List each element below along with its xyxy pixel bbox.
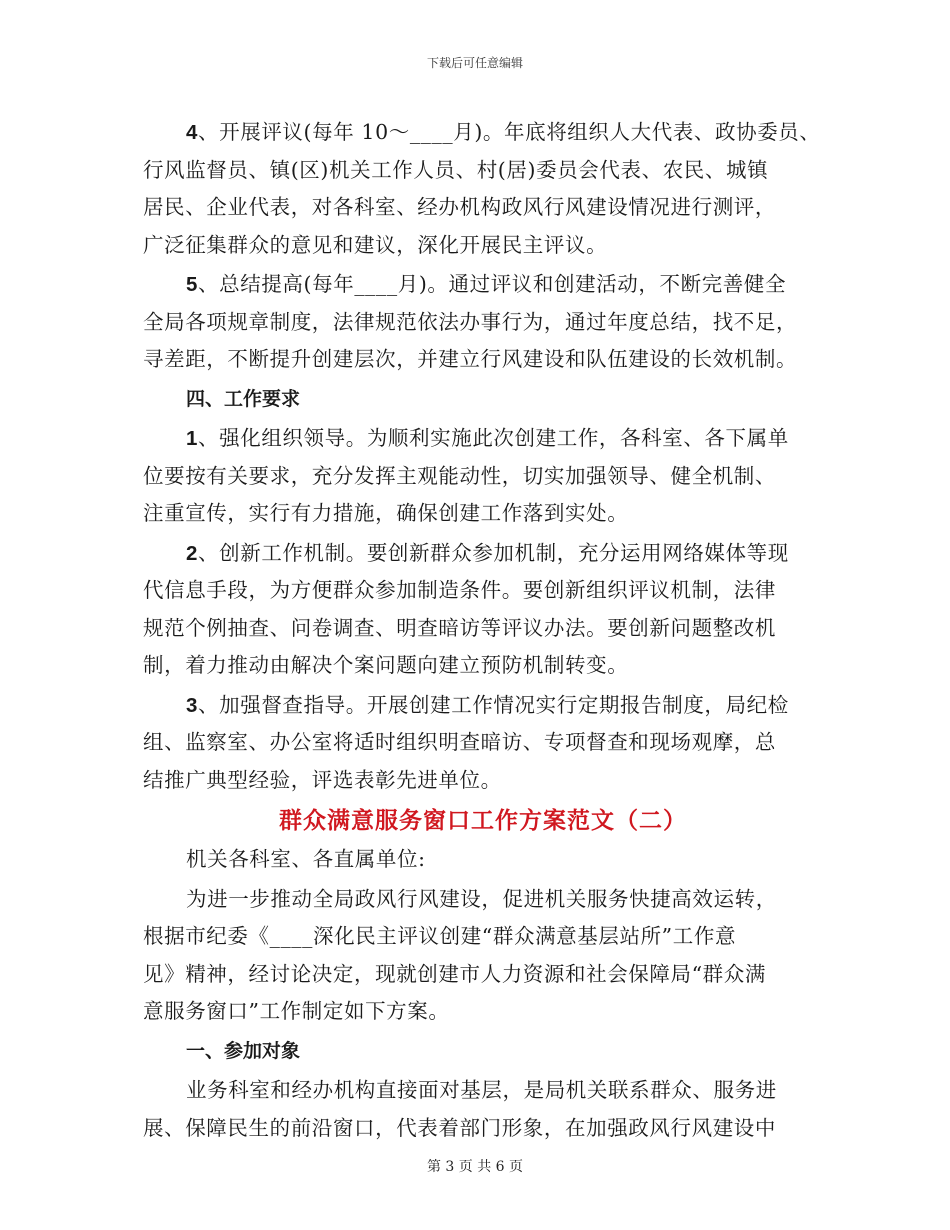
paragraph-line: 结推广典型经验，评选表彰先进单位。 <box>143 767 502 792</box>
paragraph-requirement-3 <box>143 687 823 800</box>
paragraph-line: 全局各项规章制度，法律规范依法办事行为，通过年度总结，找不足， <box>143 309 798 334</box>
paragraph-requirement-2 <box>143 535 823 685</box>
paragraph-line: 广泛征集群众的意见和建议，深化开展民主评议。 <box>143 232 608 257</box>
paragraph-line: 2、创新工作机制。要创新群众参加机制，充分运用网络媒体等现 <box>186 540 789 565</box>
item-number: 3 <box>186 693 199 717</box>
paragraph-line: 组、监察室、办公室将适时组织明查暗访、专项督查和现场观摩，总 <box>143 730 776 754</box>
paragraph-requirement-1 <box>143 420 823 533</box>
document-title: 群众满意服务窗口工作方案范文（二） <box>279 808 687 834</box>
paragraph-line: 寻差距，不断提升创建层次，并建立行风建设和队伍建设的长效机制。 <box>143 347 798 371</box>
paragraph-item-5 <box>143 266 823 379</box>
paragraph-line: 意服务窗口”工作制定如下方案。 <box>143 999 450 1023</box>
paragraph-line: 根据市纪委《____深化民主评议创建“群众满意基层站所”工作意 <box>143 924 737 948</box>
paragraph-line: 4、开展评议(每年 10～____月)。年底将组织人大代表、政协委员、 <box>186 120 821 144</box>
page-header: 下载后可任意编辑 <box>426 56 523 70</box>
paragraph-line: 注重宣传，实行有力措施，确保创建工作落到实处。 <box>143 501 629 525</box>
paragraph-line: 展、保障民生的前沿窗口，代表着部门形象，在加强政风行风建设中 <box>143 1115 776 1140</box>
page-footer: 第 3 页 共 6 页 <box>426 1159 524 1175</box>
paragraph-line: 居民、企业代表，对各科室、经办机构政风行风建设情况进行测评， <box>143 195 776 219</box>
paragraph-line: 位要按有关要求，充分发挥主观能动性，切实加强领导、健全机制、 <box>143 463 776 488</box>
paragraph-line: 5、总结提高(每年____月)。通过评议和创建活动，不断完善健全 <box>186 272 787 296</box>
paragraph-line: 1、强化组织领导。为顺利实施此次创建工作，各科室、各下属单 <box>186 426 789 450</box>
paragraph-line: 业务科室和经办机构直接面对基层，是局机关联系群众、服务进 <box>186 1078 777 1102</box>
item-number: 4 <box>186 121 199 144</box>
paragraph-line: 见》精神，经讨论决定，现就创建市人力资源和社会保障局“群众满 <box>143 961 766 986</box>
paragraph-line: 3、加强督查指导。开展创建工作情况实行定期报告制度，局纪检 <box>186 692 789 717</box>
salutation: 机关各科室、各直属单位: <box>186 847 426 871</box>
document-body <box>143 114 823 1149</box>
paragraph-line: 为进一步推动全局政风行风建设，促进机关服务快捷高效运转， <box>186 886 777 911</box>
item-number: 2 <box>186 541 199 565</box>
section-heading-work-requirements: 四、工作要求 <box>186 387 301 410</box>
paragraph-item-4 <box>143 114 823 264</box>
paragraph-intro <box>143 881 823 1031</box>
paragraph-line: 代信息手段，为方便群众参加制造条件。要创新组织评议机制，法律 <box>143 578 776 602</box>
section-heading-participants: 一、参加对象 <box>186 1039 301 1062</box>
item-number: 1 <box>186 427 199 450</box>
paragraph-participants <box>143 1072 823 1147</box>
item-number: 5 <box>186 273 199 296</box>
paragraph-line: 规范个例抽查、问卷调查、明查暗访等评议办法。要创新问题整改机 <box>143 615 776 640</box>
paragraph-line: 制，着力推动由解决个案问题向建立预防机制转变。 <box>143 653 629 677</box>
paragraph-line: 行风监督员、镇(区)机关工作人员、村(居)委员会代表、农民、城镇 <box>143 157 769 182</box>
